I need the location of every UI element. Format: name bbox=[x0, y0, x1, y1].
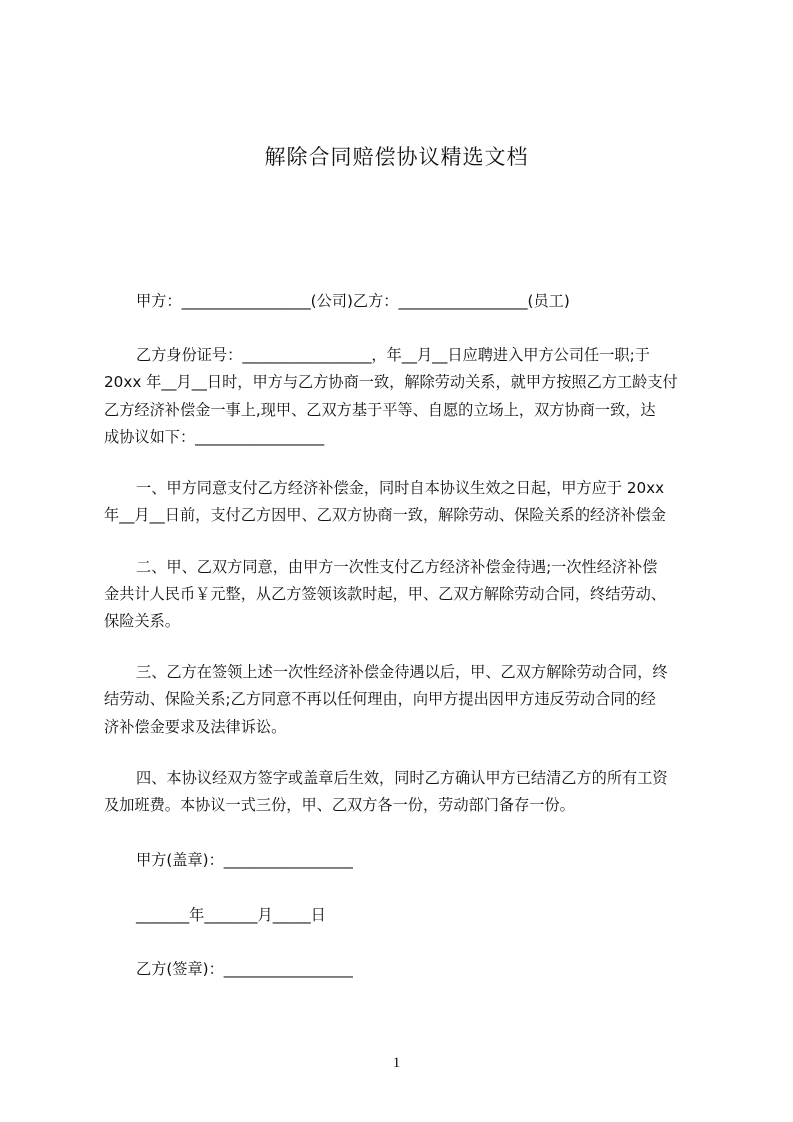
date-line: _______年_______月_____日 bbox=[136, 906, 326, 924]
intro-line: 20xx 年__月__日时，甲方与乙方协商一致，解除劳动关系，就甲方按照乙方工龄支付 bbox=[104, 373, 678, 391]
clause-line: 一、甲方同意支付乙方经济补偿金，同时自本协议生效之日起，甲方应于 20xx bbox=[136, 479, 665, 497]
clause-line: 二、甲、乙双方同意，由甲方一次性支付乙方经济补偿金待遇;一次性经济补偿 bbox=[136, 558, 658, 576]
intro-line: 成协议如下：_________________ bbox=[104, 428, 325, 446]
clause-line: 及加班费。本协议一式三份，甲、乙双方各一份，劳动部门备存一份。 bbox=[104, 796, 575, 814]
parties-line: 甲方：_________________(公司)乙方：_________________(员工) bbox=[136, 292, 570, 310]
document-title: 解除合同赔偿协议精选文档 bbox=[264, 145, 529, 169]
signature-party-a: 甲方(盖章)：_________________ bbox=[136, 851, 353, 869]
clause-line: 三、乙方在签领上述一次性经济补偿金待遇以后，甲、乙双方解除劳动合同，终 bbox=[136, 663, 668, 681]
intro-line: 乙方身份证号：_________________，年__月__日应聘进入甲方公司任一职;于 bbox=[136, 346, 650, 364]
clause-line: 结劳动、保险关系;乙方同意不再以任何理由，向甲方提出因甲方违反劳动合同的经 bbox=[104, 690, 656, 708]
clause-line: 济补偿金要求及法律诉讼。 bbox=[104, 718, 287, 736]
page-number: 1 bbox=[392, 1055, 401, 1071]
clause-line: 保险关系。 bbox=[104, 612, 180, 630]
clause-line: 四、本协议经双方签字或盖章后生效，同时乙方确认甲方已结清乙方的所有工资 bbox=[136, 769, 668, 787]
signature-party-b: 乙方(签章)：_________________ bbox=[136, 960, 353, 978]
clause-line: 年__月__日前，支付乙方因甲、乙双方协商一致，解除劳动、保险关系的经济补偿金 bbox=[104, 506, 666, 524]
clause-line: 金共计人民币￥元整，从乙方签领该款时起，甲、乙双方解除劳动合同，终结劳动、 bbox=[104, 585, 666, 603]
intro-line: 乙方经济补偿金一事上,现甲、乙双方基于平等、自愿的立场上，双方协商一致，达 bbox=[104, 401, 656, 419]
